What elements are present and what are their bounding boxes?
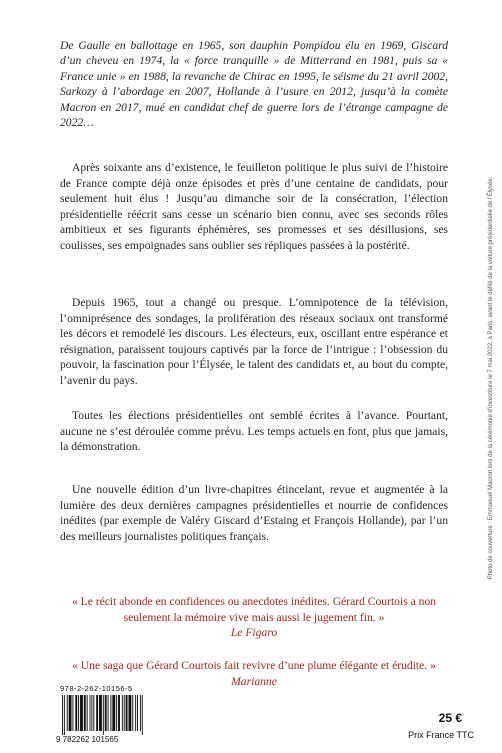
barcode-bar <box>103 695 104 735</box>
body-paragraph-4: Une nouvelle édition d’un livre-chapitres étincelant, revue et augmentée à la lumière des deux dernières campagnes présidentielles et nourrie de confidences inédites (par exemple de Valéry Giscard d’Estaing et François Hollande), par l’un des meilleurs journalistes politiques français. <box>60 483 448 543</box>
barcode-bar <box>118 695 120 731</box>
barcode-bar <box>132 695 133 731</box>
barcode-bar <box>116 695 117 731</box>
price-label: Prix France TTC <box>408 730 474 740</box>
body-paragraph-2: Depuis 1965, tout a changé ou presque. L’omnipotence de la télévision, l’omniprésence des sondages, la prolifération des réseaux sociaux ont transformé les décors et remodelé les discours. Les électeurs, eux, oscillant entre espérance et résignation, paraissent toujours captivés par la force de l’intrigue : l’obsession du pouvoir, la fascination pour l’Élysée, le talent des candidats et, au bout du compte, l’avenir du pays. <box>60 296 448 387</box>
barcode-bar <box>99 695 102 731</box>
barcode-bar <box>140 695 141 731</box>
body-paragraph-3: Toutes les élections présidentielles ont semblé écrites à l’avance. Pourtant, aucune ne s’est déroulée comme prévu. Les temps actuels en font, plus que jamais, la démonstration. <box>60 409 448 454</box>
barcode-bar <box>67 695 68 731</box>
barcode-bar <box>90 695 91 731</box>
intro-paragraph: De Gaulle en ballottage en 1965, son dauphin Pompidou élu en 1969, Giscard d’un cheveu en 1974, la « force tranquille » de Mitterrand en 1981, puis sa « France unie » en 1988, la revanche de Chirac en 1995, le séisme du 21 avril 2002, Sarkozy à l’abordage en 2007, Hollande à l’usure en 2012, jusqu’à la comète Macron en 2017, mué en candidat chef de guerre lors de l’étrange campagne de 2022… <box>60 39 448 130</box>
barcode-bar <box>126 695 128 731</box>
barcode-bar <box>69 695 72 731</box>
barcode-bar <box>75 695 77 731</box>
barcode-bar <box>124 695 125 731</box>
price: 25 € <box>438 711 462 725</box>
press-quote-1 <box>60 594 448 641</box>
isbn-number: 978-2-262-10156-5 <box>60 684 133 693</box>
barcode-bar <box>142 695 143 735</box>
barcode-bar <box>64 695 65 735</box>
barcode-bar <box>122 695 123 731</box>
press-quote-1-source: Le Figaro <box>230 626 278 640</box>
barcode-digits: 9 782262 101565 <box>56 735 119 743</box>
body-paragraph-1: Après soixante ans d’existence, le feuilleton politique le plus suivi de l’histoire de France compte déjà onze épisodes et près d’une centaine de candidats, pour seulement huit élus ! Jusqu’au dimanche soir de la consécration, l’élection présidentielle réécrit sans cesse un scénario bien connu, avec ses seconds rôles ambitieux et ses figurants éphémères, ses promesses et ses désillusions, ses coulisses, ses empoignades sans oublier ses répliques passées à la postérité. <box>60 161 448 252</box>
barcode-bar <box>87 695 88 731</box>
barcode-block <box>54 684 176 744</box>
barcode-bar <box>84 695 86 731</box>
barcode-bar <box>129 695 132 731</box>
barcode-bar <box>105 695 107 731</box>
barcode-bar <box>80 695 83 731</box>
barcode-bar <box>135 695 136 731</box>
barcode-bar <box>62 695 63 735</box>
barcode-bar <box>112 695 115 731</box>
barcode-bar <box>91 695 92 731</box>
press-quote-1-text: « Le récit abonde en confidences ou anecdotes inédites. Gérard Courtois a non seulement la mémoire vive mais aussi le jugement fin. » <box>71 595 437 624</box>
barcode-bar <box>93 695 94 731</box>
barcode-bar <box>72 695 73 731</box>
barcode-bar <box>78 695 79 731</box>
barcode-bar <box>110 695 111 731</box>
barcode-bar <box>96 695 98 731</box>
photo-credit <box>486 168 496 588</box>
photo-credit-text: Photo de couverture : Emmanuel Macron lors de la cérémonie d’investiture le 7 mai 2022, à Paris, avant le défilé de la voiture présidentielle de l’Élysée. <box>488 176 494 580</box>
barcode-bar <box>137 695 138 731</box>
barcode-bar <box>108 695 109 731</box>
press-quote-2-text: « Une saga que Gérard Courtois fait revivre d’une plume élégante et érudite. » <box>72 659 436 672</box>
press-quote-2-source: Marianne <box>231 674 277 688</box>
barcode-image <box>54 695 176 743</box>
